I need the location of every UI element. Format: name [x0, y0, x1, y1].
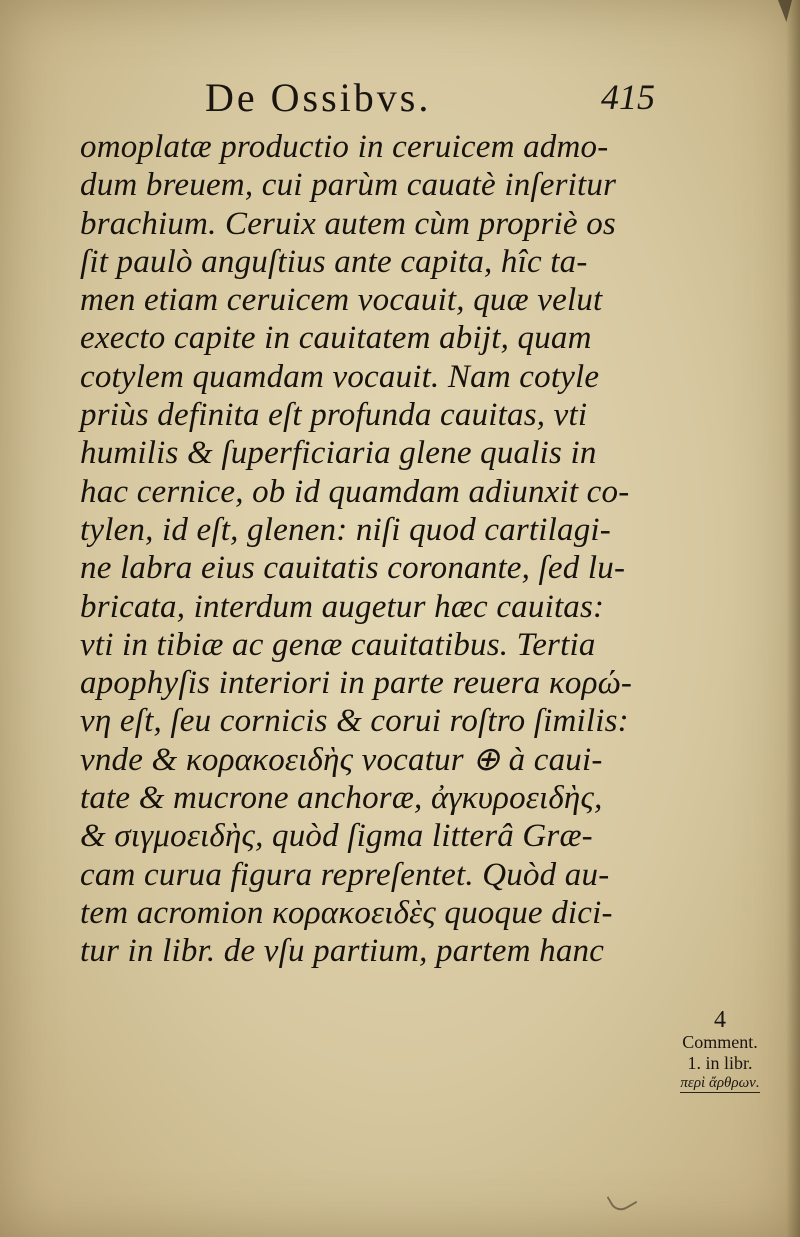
- ink-mark: [607, 1185, 638, 1214]
- text-line: priùs definita eſt profunda cauitas, vti: [80, 397, 588, 434]
- page-header: [205, 72, 675, 122]
- margin-note-line: Comment.: [682, 1032, 758, 1052]
- margin-note-line: 1. in libr.: [687, 1053, 753, 1073]
- text-line: ne labra eius cauitatis coronante, ſed lu-: [80, 550, 626, 587]
- text-line: omoplatæ productio in ceruicem admo-: [80, 129, 609, 165]
- text-line: cotylem quamdam vocauit. Nam cotyle: [80, 358, 600, 395]
- text-line: brachium. Ceruix autem cùm propriè os: [80, 205, 616, 242]
- text-line: execto capite in cauitatem abijt, quam: [80, 320, 592, 357]
- text-line: tylen, id eſt, glenen: niſi quod cartilagi-: [80, 511, 611, 548]
- page-edge-shadow: [786, 0, 800, 1237]
- text-line: apophyſis interiori in parte reuera κορώ-: [80, 665, 633, 702]
- text-line: hac cernice, ob id quamdam adiunxit co-: [80, 473, 630, 510]
- text-line: humilis & ſuperficiaria glene qualis in: [80, 435, 597, 472]
- text-line: bricata, interdum augetur hæc cauitas:: [80, 588, 605, 625]
- text-line: vti in tibiæ ac genæ cauitatibus. Tertia: [80, 626, 596, 663]
- margin-note-number: 4: [714, 1007, 726, 1033]
- text-line: vnde & κορακοειδὴς vocatur ⊕ à caui-: [80, 741, 603, 778]
- text-line: ſit paulò anguſtius ante capita, hîc ta-: [80, 243, 588, 280]
- running-title: De Ossibvs.: [205, 75, 432, 120]
- text-line: νη eſt, ſeu cornicis & corui roſtro ſimilis:: [80, 703, 629, 740]
- margin-note: [655, 1008, 785, 1093]
- body-text: [80, 128, 660, 971]
- text-line: & σιγμοειδὴς, quòd ſigma litterâ Græ-: [80, 818, 593, 855]
- text-line: tem acromion κορακοειδὲς quoque dici-: [80, 894, 613, 931]
- text-line: cam curua figura repreſentet. Quòd au-: [80, 856, 610, 893]
- text-line: tur in libr. de vſu partium, partem hanc: [80, 933, 605, 970]
- text-line: men etiam ceruicem vocauit, quæ velut: [80, 282, 603, 319]
- page-number: 415: [601, 77, 655, 117]
- margin-note-greek: περὶ ἄρθρων.: [680, 1075, 760, 1091]
- text-line: dum breuem, cui parùm cauatè inſeritur: [80, 167, 617, 204]
- text-line: tate & mucrone anchoræ, ἀγκυροειδὴς,: [80, 780, 603, 817]
